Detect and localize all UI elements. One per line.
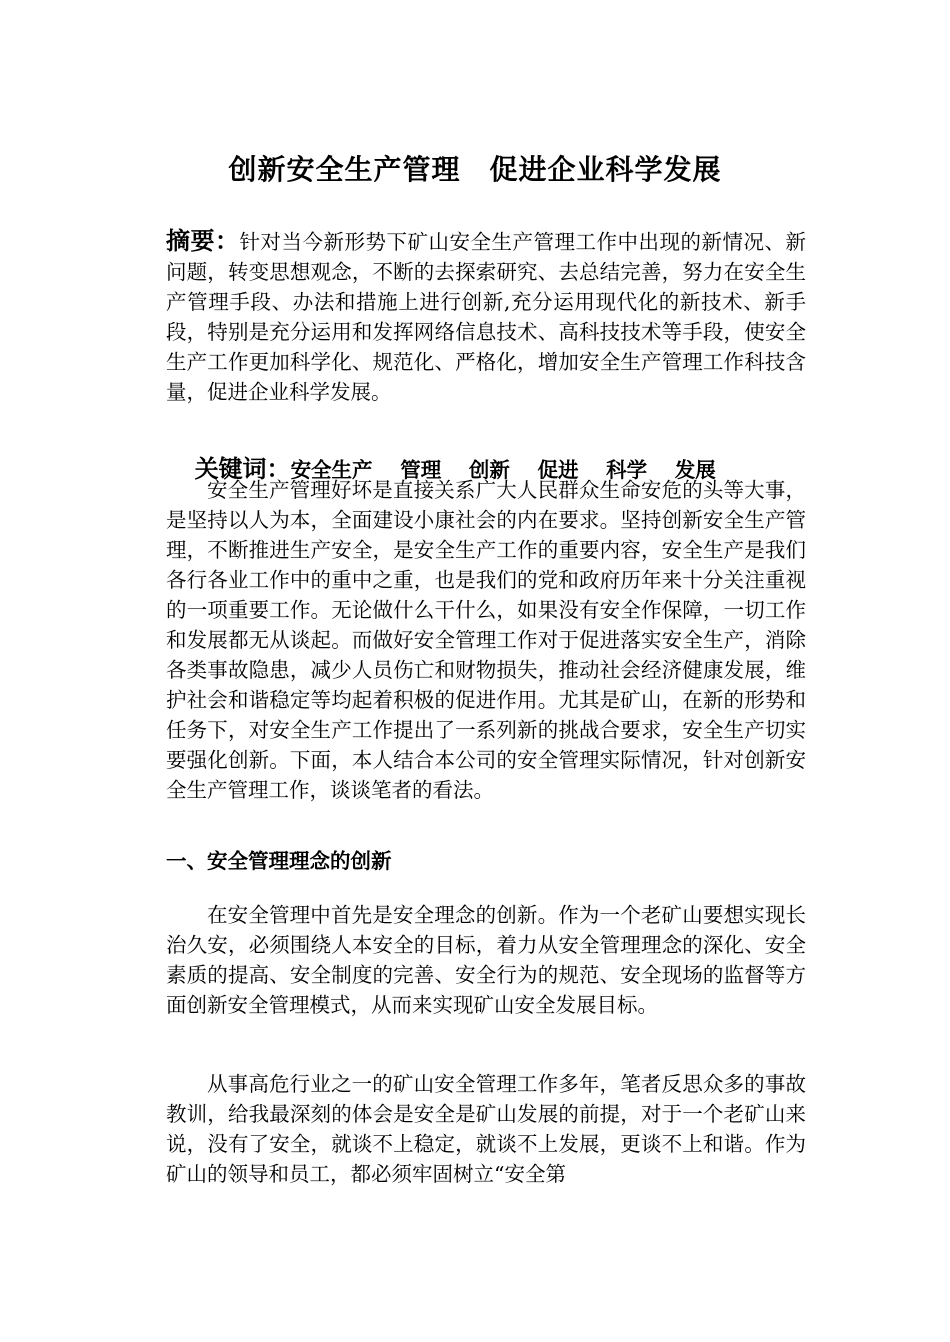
abstract-text: 针对当今新形势下矿山安全生产管理工作中出现的新情况、新问题，转变思想观念，不断的去探索研究、去总结完善，努力在安全生产管理手段、办法和措施上进行创新,充分运用现代化的新技术、新手段，特别是充分运用和发挥网络信息技术、高科技技术等手段，使安全生产工作更加科学化、规范化、严格化，增加安全生产管理工作科技含量，促进企业科学发展。 xyxy=(166,230,806,404)
abstract xyxy=(166,226,806,407)
section-heading-1: 一、安全管理理念的创新 xyxy=(166,849,392,873)
paragraph-section-1: 在安全管理中首先是安全理念的创新。作为一个老矿山要想实现长治久安，必须围绕人本安全的目标，着力从安全管理理念的深化、安全素质的提高、安全制度的完善、安全行为的规范、安全现场的监督等方面创新安全管理模式，从而来实现矿山安全发展目标。 xyxy=(166,903,806,1017)
paragraph-intro: 安全生产管理好坏是直接关系广大人民群众生命安危的头等大事，是坚持以人为本，全面建设小康社会的内在要求。坚持创新安全生产管理，不断推进生产安全，是安全生产工作的重要内容，安全生产是我们各行各业工作中的重中之重，也是我们的党和政府历年来十分关注重视的一项重要工作。无论做什么干什么，如果没有安全作保障，一切工作和发展都无从谈起。而做好安全管理工作对于促进落实安全生产，消除各类事故隐患，减少人员伤亡和财物损失，推动社会经济健康发展，维护社会和谐稳定等均起着积极的促进作用。尤其是矿山，在新的形势和任务下，对安全生产工作提出了一系列新的挑战合要求，安全生产切实要强化创新。下面，本人结合本公司的安全管理实际情况，针对创新安全生产管理工作，谈谈笔者的看法。 xyxy=(166,478,806,802)
paragraph-section-1-continued: 从事高危行业之一的矿山安全管理工作多年，笔者反思众多的事故教训，给我最深刻的体会是安全是矿山发展的前提，对于一个老矿山来说，没有了安全，就谈不上稳定，就谈不上发展，更谈不上和谐。作为矿山的领导和员工，都必须牢固树立“安全第 xyxy=(166,1072,806,1186)
abstract-label: 摘要： xyxy=(166,227,240,255)
keywords-list: 安全生产 管理 创新 促进 科学 发展 xyxy=(290,458,716,482)
document-title: 创新安全生产管理 促进企业科学发展 xyxy=(228,153,722,186)
keywords-label: 关键词： xyxy=(194,455,291,483)
